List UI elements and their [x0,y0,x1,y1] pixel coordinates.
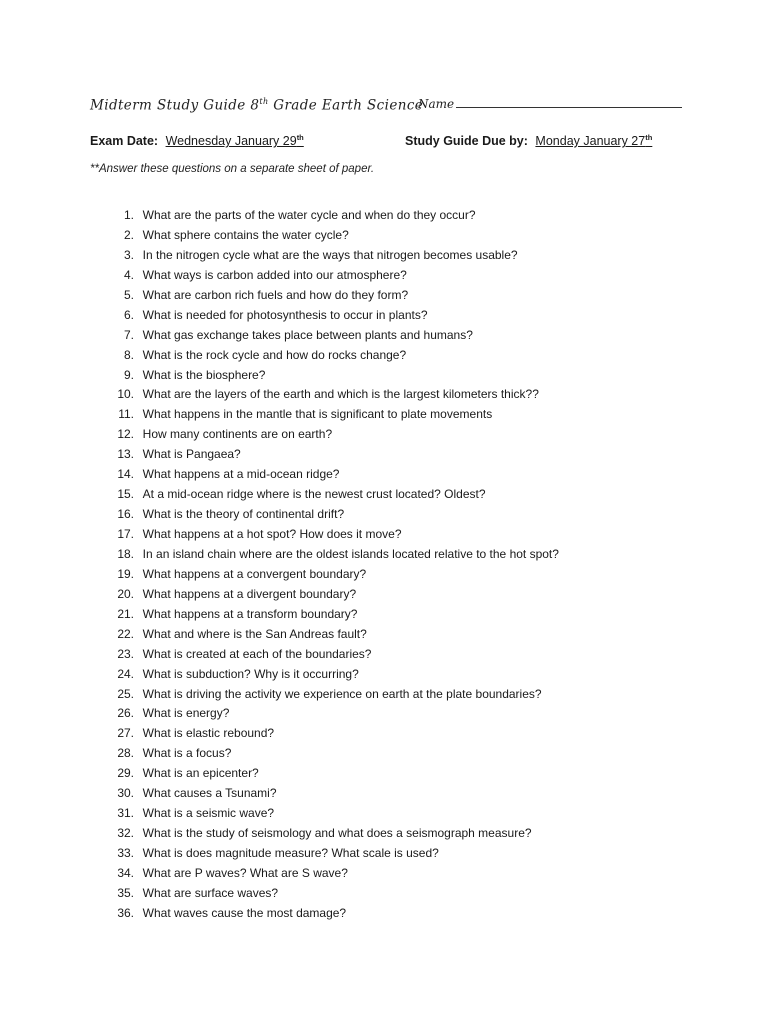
question-text: What is needed for photosynthesis to occur in plants? [142,307,428,322]
question-item [100,465,559,485]
question-item [100,206,559,226]
question-item [100,485,559,505]
question-text: What is created at each of the boundaries? [142,646,372,661]
question-text: What is the theory of continental drift? [142,507,345,522]
question-item [100,645,559,665]
question-number: 14. [117,467,134,482]
question-item [100,286,559,306]
question-text: What are the layers of the earth and which is the largest kilometers thick?? [142,387,539,402]
question-number: 16. [117,507,134,522]
exam-date-superscript: th [296,133,304,142]
question-text: What is energy? [142,706,230,721]
question-number: 28. [117,746,134,761]
question-item [100,326,559,346]
question-text: What is Pangaea? [142,447,241,462]
question-item [100,605,559,625]
question-list [100,206,559,924]
exam-date-label: Exam Date: [90,134,159,149]
question-number: 30. [117,786,134,801]
question-number: 19. [117,566,134,581]
question-item [100,724,559,744]
question-number: 32. [117,826,134,841]
question-number: 33. [117,846,134,860]
question-item [100,884,559,904]
name-blank-line [456,106,682,108]
due-date-text: Monday January 27 [535,134,646,149]
question-number: 25. [117,686,134,701]
question-item [100,405,559,425]
question-item [100,665,559,685]
question-number: 29. [117,766,134,781]
exam-date-value [166,134,304,148]
question-text: What is subduction? Why is it occurring? [142,666,359,681]
question-text: What waves cause the most damage? [142,905,347,920]
question-item [100,505,559,525]
question-text: What happens at a convergent boundary? [142,566,367,581]
question-number: 21. [117,606,134,621]
question-text: What sphere contains the water cycle? [142,227,349,242]
question-text: What causes a Tsunami? [142,786,277,801]
question-item [100,685,559,705]
title-superscript: th [259,97,269,106]
name-label: Name [418,97,455,111]
question-item [100,904,559,924]
question-item [100,226,559,246]
instruction-note: **Answer these questions on a separate sheet of paper. [90,163,375,175]
question-text: What happens at a hot spot? How does it move? [142,527,402,541]
question-text: In an island chain where are the oldest islands located relative to the hot spot? [142,546,559,561]
question-text: What are surface waves? [142,885,279,900]
question-item [100,445,559,465]
question-text: What are carbon rich fuels and how do they form? [142,287,409,302]
question-text: What is driving the activity we experience on earth at the plate boundaries? [142,686,542,701]
exam-date-text: Wednesday January 29 [165,134,297,149]
question-text: What are P waves? What are S wave? [142,865,348,880]
question-number: 34. [117,865,134,880]
question-number: 24. [117,666,134,681]
question-number: 4. [123,267,134,282]
question-number: 8. [123,347,134,362]
question-number: 26. [117,706,134,721]
question-number: 9. [123,367,134,382]
question-text: What and where is the San Andreas fault? [142,626,367,641]
due-date-value [535,134,652,148]
question-item [100,844,559,864]
question-item [100,625,559,645]
question-item [100,704,559,724]
question-number: 18. [117,546,134,561]
due-date-label: Study Guide Due by: [405,134,528,149]
document-title [90,97,423,114]
question-text: What is a seismic wave? [142,806,275,821]
question-text: What is the study of seismology and what does a seismograph measure? [142,826,532,841]
exam-date [90,133,304,148]
question-text: What gas exchange takes place between plants and humans? [142,327,473,342]
question-number: 35. [117,885,134,900]
question-text: What is a focus? [142,746,232,761]
question-number: 1. [123,208,134,222]
question-item [100,804,559,824]
question-number: 17. [117,527,134,541]
question-text: How many continents are on earth? [142,427,333,442]
question-number: 5. [123,287,134,302]
question-number: 2. [123,227,134,242]
question-number: 15. [117,487,134,502]
question-text: What happens at a mid-ocean ridge? [142,467,340,482]
question-item [100,824,559,844]
question-item [100,366,559,386]
due-date-superscript: th [645,133,653,142]
question-text: What are the parts of the water cycle and when do they occur? [142,208,476,222]
question-item [100,545,559,565]
question-item [100,385,559,405]
question-item [100,266,559,286]
question-number: 27. [117,726,134,741]
question-number: 7. [123,327,134,342]
question-item [100,565,559,585]
question-item [100,784,559,804]
question-number: 31. [117,806,134,821]
question-item [100,585,559,605]
question-item [100,864,559,884]
question-number: 11. [118,407,134,422]
question-text: At a mid-ocean ridge where is the newest crust located? Oldest? [142,487,486,502]
name-field [418,97,682,111]
question-text: What happens in the mantle that is significant to plate movements [142,407,493,422]
question-number: 10. [117,387,134,402]
question-text: What is elastic rebound? [142,726,275,741]
question-text: What ways is carbon added into our atmosphere? [142,267,407,282]
question-number: 22. [117,626,134,641]
title-suffix: Grade Earth Science [268,97,424,114]
question-item [100,425,559,445]
question-number: 23. [117,646,134,661]
question-text: What is an epicenter? [142,766,259,781]
question-item [100,246,559,266]
question-number: 13. [117,447,134,462]
question-item [100,306,559,326]
due-date [405,133,652,148]
question-item [100,525,559,545]
question-number: 6. [123,307,134,322]
question-item [100,764,559,784]
question-text: What is the biosphere? [142,367,266,382]
title-prefix: Midterm Study Guide 8 [90,97,260,114]
question-number: 12. [117,427,134,442]
question-text: What is the rock cycle and how do rocks change? [142,347,407,362]
question-item [100,346,559,366]
question-number: 20. [117,586,134,601]
question-text: In the nitrogen cycle what are the ways that nitrogen becomes usable? [142,247,518,262]
question-number: 36. [117,905,134,920]
question-text: What is does magnitude measure? What scale is used? [142,846,439,860]
question-text: What happens at a transform boundary? [142,606,358,621]
question-item [100,744,559,764]
question-text: What happens at a divergent boundary? [142,586,357,601]
question-number: 3. [123,247,134,262]
